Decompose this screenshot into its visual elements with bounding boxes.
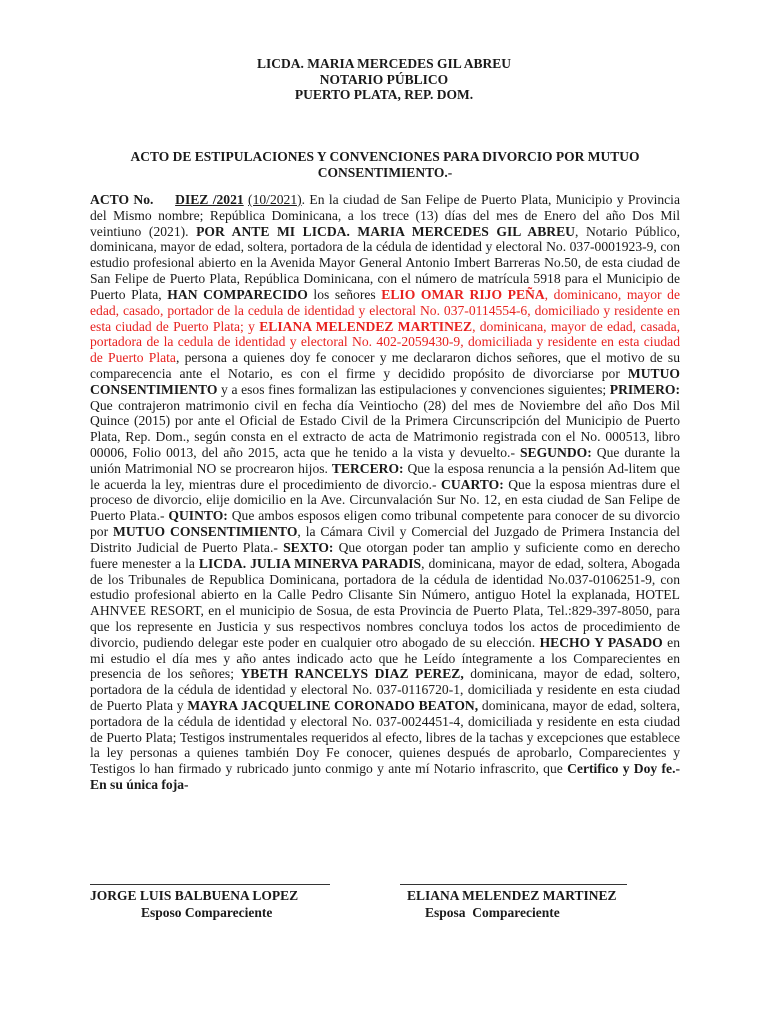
acto-label: ACTO No.: [90, 192, 154, 207]
clause-tercero: TERCERO:: [331, 460, 404, 476]
closing-certification: Certifico y Doy fe.- En su única foja-: [90, 761, 680, 793]
signature-line-left: [90, 884, 330, 885]
signature-name-right: ELIANA MELENDEZ MARTINEZ: [407, 888, 617, 903]
acto-number-paren: (10/2021): [248, 192, 302, 207]
body-text: Que contrajeron matrimonio civil en fecha día Veintiocho (28) del mes de Noviembre del año Dos Mil Quince (2015) por ante el Oficial de Estado Civil de la Primera Circunscripción del Municipio de Puerto Plata, Rep. Dom., según consta en el extracto de acta de Matrimonio registrada con el No. 000513, libro 00006, Folio 0013, del año 2015, acta que he tenido a la vista y devuelto.-: [90, 397, 680, 460]
body-text: y a esos fines formalizan las estipulaciones y convenciones siguientes;: [217, 381, 610, 397]
signature-role-right: Esposa Compareciente: [425, 905, 560, 920]
body-text: , dominicana, mayor de edad, soltera, Abogada de los Tribunales de Republica Dominicana, portadora de la cédula de identidad No.037-0106251-9, con estudio profesional abierto en la Calle Pedro Clisante Sin Número, antiguo Hotel la explanada, HOTEL AHNVEE RESORT, en el municipio de Sosua, de esta Provincia de Puerto Plata, Tel.:829-397-8050, para que los represente en Justicia y sus respectivos nombres concluya todos los actos de procedimiento de divorcio, pudiendo delegar este poder en cualquier otro abogado de su elección.: [90, 555, 680, 650]
clause-primero: PRIMERO:: [609, 381, 680, 397]
wife-name: ELIANA MELENDEZ MARTINEZ: [259, 318, 473, 334]
body-bold: HECHO Y PASADO: [539, 634, 663, 650]
body-text: dominicana, mayor de edad, soltero, portadora de la cédula de identidad y electoral No. 037-0116720-1, domiciliada y residente en esta ciudad de Puerto Plata y: [90, 666, 680, 713]
body-text: , persona a quienes doy fe conocer y me declararon dichos señores, que el motivo de su comparecencia ante el Notario, es con el firme y decidido propósito de divorciarse por: [90, 350, 680, 381]
witness-1-name: YBETH RANCELYS DIAZ PEREZ,: [240, 666, 464, 682]
body-text: , Notario Público, dominicana, mayor de edad, soltera, portadora de la cédula de identidad y electoral No. 037-0001923-9, con estudio profesional abierto en la Avenida Mayor General Antonio Imbert Barreras No.50, de esta ciudad de San Felipe de Puerto Plata, República Dominicana, con el número de matrícula 5918 para el Municipio de Puerto Plata,: [90, 223, 680, 302]
husband-name: ELIO OMAR RIJO PEÑA: [381, 286, 545, 302]
body-text: Que ambos esposos eligen como tribunal competente para conocer de su divorcio por: [90, 508, 680, 540]
signature-name-left: JORGE LUIS BALBUENA LOPEZ: [90, 888, 299, 903]
title-line-2: CONSENTIMIENTO.-: [317, 164, 453, 180]
witness-2-name: MAYRA JACQUELINE CORONADO BEATON,: [187, 698, 479, 713]
body-bold: POR ANTE MI LICDA. MARIA MERCEDES GIL ABREU: [196, 223, 575, 239]
notary-header: [0, 56, 768, 103]
wife-details: , dominicana, mayor de edad, casada, portadora de la cedula de identidad y electoral No. 402-2059430-9, domiciliada y residente en esta ciudad de Puerto Plata: [90, 318, 680, 366]
lawyer-name: LICDA. JULIA MINERVA PARADIS: [198, 555, 422, 571]
body-text: . En la ciudad de San Felipe de Puerto Plata, Municipio y Provincia del Mismo nombre; República Dominicana, a los trece (13) días del mes de Enero del año Dos Mil veintiuno (2021).: [90, 192, 680, 239]
body-text: Que durante la unión Matrimonial NO se procrearon hijos.: [90, 445, 680, 476]
clause-sexto: SEXTO:: [283, 539, 334, 555]
title-line-1: ACTO DE ESTIPULACIONES Y CONVENCIONES PARA DIVORCIO POR MUTUO: [130, 149, 640, 164]
body-bold: MUTUO CONSENTIMIENTO: [90, 365, 680, 397]
body-text: , la Cámara Civil y Comercial del Juzgado de Primera Instancia del Distrito Judicial de Puerto Plata.-: [90, 524, 680, 555]
clause-cuarto: CUARTO:: [441, 476, 504, 492]
signature-line-right: [400, 884, 627, 885]
notary-title: NOTARIO PÚBLICO: [319, 71, 449, 87]
body-text: Que otorgan poder tan amplio y suficiente como en derecho fuere menester a la: [90, 539, 680, 571]
notary-name: LICDA. MARIA MERCEDES GIL ABREU: [257, 56, 511, 71]
body-text: los señores: [307, 286, 382, 302]
signature-role-left: Esposo Compareciente: [141, 905, 273, 920]
body-text: en mi estudio el día mes y año antes indicado acto que he Leído íntegramente a los Comparecientes en presencia de los señores;: [90, 634, 681, 682]
body-text: Que la esposa mientras dure el proceso de divorcio, elije domicilio en la Ave. Circunvalación Sur No. 12, en esta ciudad de San Felipe de Puerto Plata.-: [90, 476, 681, 524]
clause-quinto: QUINTO:: [168, 508, 228, 524]
husband-details: , dominicano, mayor de edad, casado, portador de la cedula de identidad y electoral No. 037-0114554-6, domiciliado y residente en esta ciudad de Puerto Plata; y: [90, 286, 680, 334]
document-body: [90, 192, 680, 793]
body-bold: HAN COMPARECIDO: [167, 286, 308, 302]
body-bold: MUTUO CONSENTIMIENTO: [113, 524, 298, 540]
clause-segundo: SEGUNDO:: [519, 445, 592, 460]
acto-number: DIEZ /2021: [175, 192, 244, 207]
notary-location: PUERTO PLATA, REP. DOM.: [294, 87, 474, 102]
document-title: [90, 149, 680, 180]
body-text: Que la esposa renuncia a la pensión Ad-litem que le acuerda la ley, mientras dure el procedimiento de divorcio.-: [90, 460, 680, 492]
body-text: dominicana, mayor de edad, soltera, portadora de la cédula de identidad y electoral No. 037-0024451-4, domiciliada y residente en esta ciudad de Puerto Plata; Testigos instrumentales requeridos al efecto, libres de la tachas y excepciones que establece la ley personas a quienes también Doy Fe conocer, quienes después de aprobarlo, Comparecientes y Testigos lo han firmado y rubricado junto conmigo y ante mí Notario infrascrito, que: [90, 698, 680, 777]
